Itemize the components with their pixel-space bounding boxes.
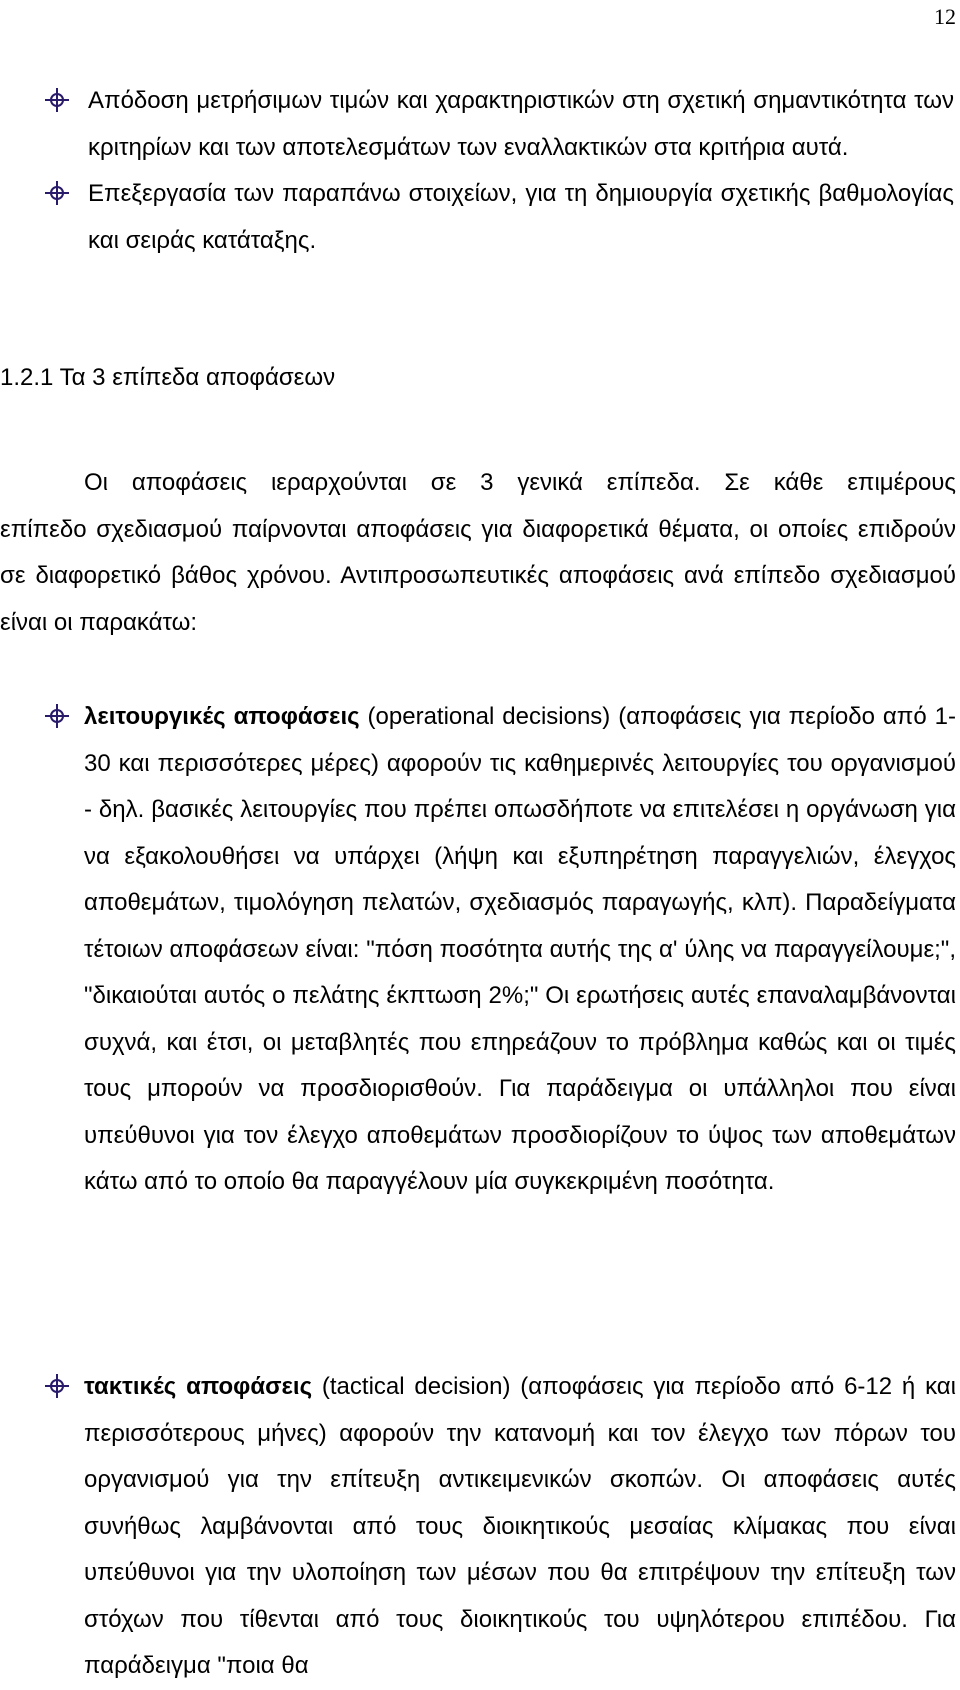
- ornamental-cross-icon: [44, 180, 70, 206]
- intro-paragraph: [0, 460, 956, 646]
- ornamental-cross-icon: [44, 87, 70, 113]
- decision-description: (tactical decision) (αποφάσεις για περίοδο από 6-12 ή και περισσότερους μήνες) αφορούν την κατανομή και τον έλεγχο των πόρων του οργανισμού για την επίτευξη αντικειμενικών σκοπών. Οι αποφάσεις αυτές συνήθως λαμβάνονται από τους διοικητικούς μεσαίας κλίμακας που είναι υπεύθυνοι για την υλοποίηση των μέσων που θα επιτρέψουν την επίτευξη των στόχων που τίθενται από τους διοικητικούς του υψηλότερου επιπέδου. Για παράδειγμα "ποια θα: [84, 1373, 957, 1679]
- section-heading: 1.2.1 Τα 3 επίπεδα αποφάσεων: [0, 364, 336, 391]
- bullet-text: [84, 694, 956, 1206]
- bullet-text: [84, 1364, 956, 1690]
- decision-term: λειτουργικές αποφάσεις: [84, 703, 360, 730]
- list-item: [0, 694, 960, 1206]
- list-item: [0, 78, 960, 171]
- ornamental-cross-icon: [44, 703, 70, 729]
- page-number: 12: [934, 4, 956, 29]
- top-bullet-list: [0, 78, 960, 264]
- list-item: [0, 1364, 960, 1690]
- bullet-text: Απόδοση μετρήσιμων τιμών και χαρακτηριστικών στη σχετική σημαντικότητα των κριτηρίων και των αποτελεσμάτων των εναλλακτικών στα κριτήρια αυτά.: [88, 87, 954, 161]
- decision-description: (operational decisions) (αποφάσεις για περίοδο από 1-30 και περισσότερες μέρες) αφορούν τις καθημερινές λειτουργίες του οργανισμού - δηλ. βασικές λειτουργίες που πρέπει οπωσδήποτε να επιτελέσει η οργάνωση για να εξακολουθήσει να υπάρχει (λήψη και εξυπηρέτηση παραγγελιών, έλεγχος αποθεμάτων, τιμολόγηση πελατών, σχεδιασμός παραγωγής, κλπ). Παραδείγματα τέτοιων αποφάσεων είναι: "πόση ποσότητα αυτής της α' ύλης να παραγγείλουμε;", "δικαιούται αυτός ο πελάτης έκπτωση 2%;" Οι ερωτήσεις αυτές επαναλαμβάνονται συχνά, και έτσι, οι μεταβλητές που επηρεάζουν το πρόβλημα καθώς και οι τιμές τους μπορούν να προσδιορισθούν. Για παράδειγμα οι υπάλληλοι που είναι υπεύθυνοι για τον έλεγχο αποθεμάτων προσδιορίζουν το ύψος των αποθεμάτων κάτω από το οποίο θα παραγγέλουν μία συγκεκριμένη ποσότητα.: [84, 703, 956, 1195]
- decision-bullet-list-2: [0, 1364, 960, 1690]
- list-item: [0, 171, 960, 264]
- decision-bullet-list: [0, 694, 960, 1206]
- intro-first-line: Οι αποφάσεις ιεραρχούνται σε 3 γενικά επίπεδα. Σε κάθε επιμέρους: [84, 469, 956, 496]
- intro-rest: επίπεδο σχεδιασμού παίρνονται αποφάσεις για διαφορετικά θέματα, οι οποίες επιδρούν σε διαφορετικό βάθος χρόνου. Αντιπροσωπευτικές αποφάσεις ανά επίπεδο σχεδιασμού είναι οι παρακάτω:: [0, 515, 956, 636]
- decision-term: τακτικές αποφάσεις: [84, 1373, 313, 1400]
- bullet-text: Επεξεργασία των παραπάνω στοιχείων, για τη δημιουργία σχετικής βαθμολογίας και σειράς κατάταξης.: [88, 180, 954, 254]
- ornamental-cross-icon: [44, 1373, 70, 1399]
